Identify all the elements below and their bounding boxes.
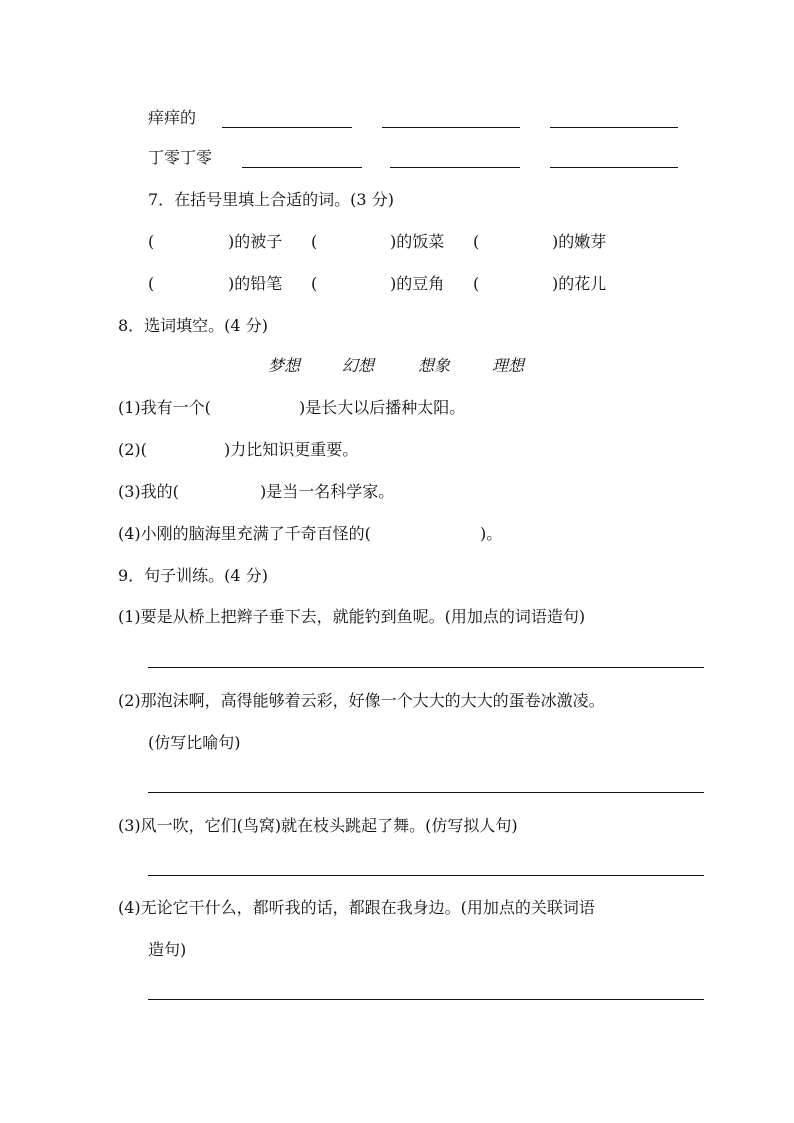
q8-s1-part-a: (1)我有一个(: [118, 398, 211, 417]
q8-s4-part-a: (4)小刚的脑海里充满了千奇百怪的(: [118, 524, 371, 543]
q7-r1-item-1: )的被子: [228, 232, 283, 251]
q8-s1-part-b: )是长大以后播种太阳。: [299, 398, 466, 417]
q9-s4-hint: 造句): [148, 940, 187, 959]
q9-s3-answer-line[interactable]: [148, 875, 704, 876]
q6-row1-blank-2[interactable]: [382, 127, 520, 128]
q8-s2-part-a: (2)(: [118, 440, 147, 459]
q6-row1-blank-3[interactable]: [550, 127, 678, 128]
q9-s4-prompt: (4)无论它干什么，都听我的话，都跟在我身边。(用加点的关联词语: [118, 898, 595, 917]
q9-s4-answer-line[interactable]: [148, 999, 704, 1000]
q9-s1-prompt: (1)要是从桥上把辫子垂下去，就能钓到鱼呢。(用加点的词语造句): [118, 607, 586, 626]
q8-s4-part-b: )。: [480, 524, 503, 543]
q8-s2-part-b: )力比知识更重要。: [224, 440, 359, 459]
q9-s2-hint: (仿写比喻句): [148, 733, 241, 752]
q7-r1-item-2: )的饭菜: [390, 232, 445, 251]
q6-row2-label: 丁零丁零: [148, 148, 213, 167]
q7-r2-open-3: (: [473, 274, 480, 293]
q7-r1-item-3: )的嫩芽: [552, 232, 607, 251]
q7-r1-open-1: (: [148, 232, 155, 251]
q9-s3-prompt: (3)风一吹，它们(鸟窝)就在枝头跳起了舞。(仿写拟人句): [118, 816, 518, 835]
q6-row2-blank-3[interactable]: [550, 167, 678, 168]
q7-r1-open-2: (: [311, 232, 318, 251]
q6-row2-blank-1[interactable]: [242, 167, 362, 168]
q6-row1-label: 痒痒的: [148, 108, 197, 127]
q7-title: 7．在括号里填上合适的词。(3 分): [148, 190, 394, 209]
q7-r2-item-2: )的豆角: [390, 274, 445, 293]
q6-row2-blank-2[interactable]: [390, 167, 520, 168]
q8-s3-part-b: )是当一名科学家。: [260, 482, 395, 501]
q8-word-3: 想象: [418, 356, 451, 375]
q7-r2-item-1: )的铅笔: [228, 274, 283, 293]
q9-s1-answer-line[interactable]: [148, 667, 704, 668]
q9-s2-answer-line[interactable]: [148, 792, 704, 793]
q8-word-2: 幻想: [342, 356, 375, 375]
q9-s2-prompt: (2)那泡沫啊，高得能够着云彩，好像一个大大的大大的蛋卷冰激凌。: [118, 691, 605, 710]
q8-title: 8．选词填空。(4 分): [118, 316, 268, 335]
q7-r2-open-2: (: [311, 274, 318, 293]
q7-r2-open-1: (: [148, 274, 155, 293]
q9-title: 9．句子训练。(4 分): [118, 566, 268, 585]
q8-word-4: 理想: [492, 356, 525, 375]
q7-r2-item-3: )的花儿: [552, 274, 607, 293]
q8-word-1: 梦想: [268, 356, 301, 375]
q6-row1-blank-1[interactable]: [222, 127, 352, 128]
q8-s3-part-a: (3)我的(: [118, 482, 179, 501]
q7-r1-open-3: (: [473, 232, 480, 251]
